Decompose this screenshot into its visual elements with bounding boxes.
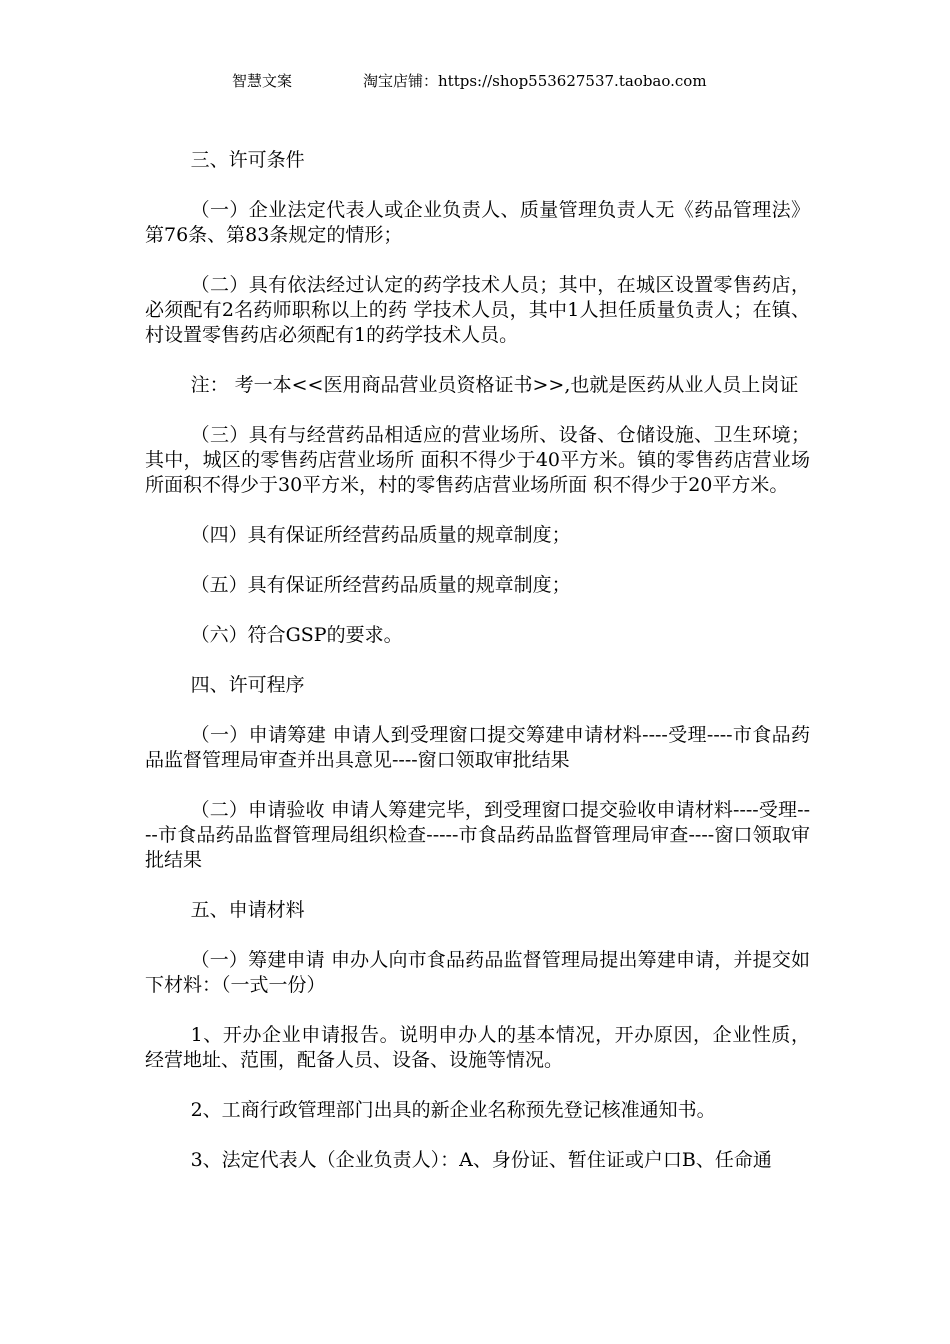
- paragraph-procedure-1: （一）申请筹建 申请人到受理窗口提交筹建申请材料----受理----市食品药品监督管理局审查并出具意见----窗口领取审批结果: [145, 724, 810, 771]
- page-header: [0, 70, 950, 94]
- paragraph-condition-4: （四）具有保证所经营药品质量的规章制度；: [190, 524, 571, 546]
- section-heading-procedure: 四、许可程序: [190, 674, 305, 696]
- paragraph-material-2: 2、工商行政管理部门出具的新企业名称预先登记核准通知书。: [190, 1099, 716, 1121]
- paragraph-note: 注： 考一本<<医用商品营业员资格证书>>,也就是医药从业人员上岗证: [190, 374, 799, 396]
- site-name: 智慧文案: [232, 72, 293, 90]
- paragraph-procedure-2: （二）申请验收 申请人筹建完毕，到受理窗口提交验收申请材料----受理----市食品药品监督管理局组织检查-----市食品药品监督管理局审查----窗口领取审批结果: [145, 799, 810, 871]
- paragraph-materials-intro: （一）筹建申请 申办人向市食品药品监督管理局提出筹建申请，并提交如下材料：（一式一份）: [145, 949, 810, 996]
- paragraph-condition-5: （五）具有保证所经营药品质量的规章制度；: [190, 574, 571, 596]
- paragraph-material-3: 3、法定代表人（企业负责人）：A、身份证、暂住证或户口B、任命通: [190, 1149, 772, 1171]
- paragraph-condition-6: （六）符合GSP的要求。: [190, 624, 403, 646]
- paragraph-material-1: 1、开办企业申请报告。说明申办人的基本情况，开办原因，企业性质，经营地址、范围，配备人员、设备、设施等情况。: [145, 1024, 810, 1071]
- paragraph-condition-1: （一）企业法定代表人或企业负责人、质量管理负责人无《药品管理法》第76条、第83条规定的情形；: [145, 199, 810, 246]
- section-heading-materials: 五、申请材料: [190, 899, 305, 921]
- paragraph-condition-3: （三）具有与经营药品相适应的营业场所、设备、仓储设施、卫生环境；其中，城区的零售药店营业场所 面积不得少于40平方米。镇的零售药店营业场所面积不得少于30平方米，村的零售药店营业场所面 积不得少于20平方米。: [145, 424, 810, 496]
- document-body: [145, 148, 810, 1173]
- paragraph-condition-2: （二）具有依法经过认定的药学技术人员；其中，在城区设置零售药店，必须配有2名药师职称以上的药 学技术人员，其中1人担任质量负责人；在镇、村设置零售药店必须配有1的药学技术人员。: [145, 274, 810, 346]
- shop-link-text: 淘宝店铺：https://shop553627537.taobao.com: [363, 72, 707, 90]
- section-heading-conditions: 三、许可条件: [190, 149, 305, 171]
